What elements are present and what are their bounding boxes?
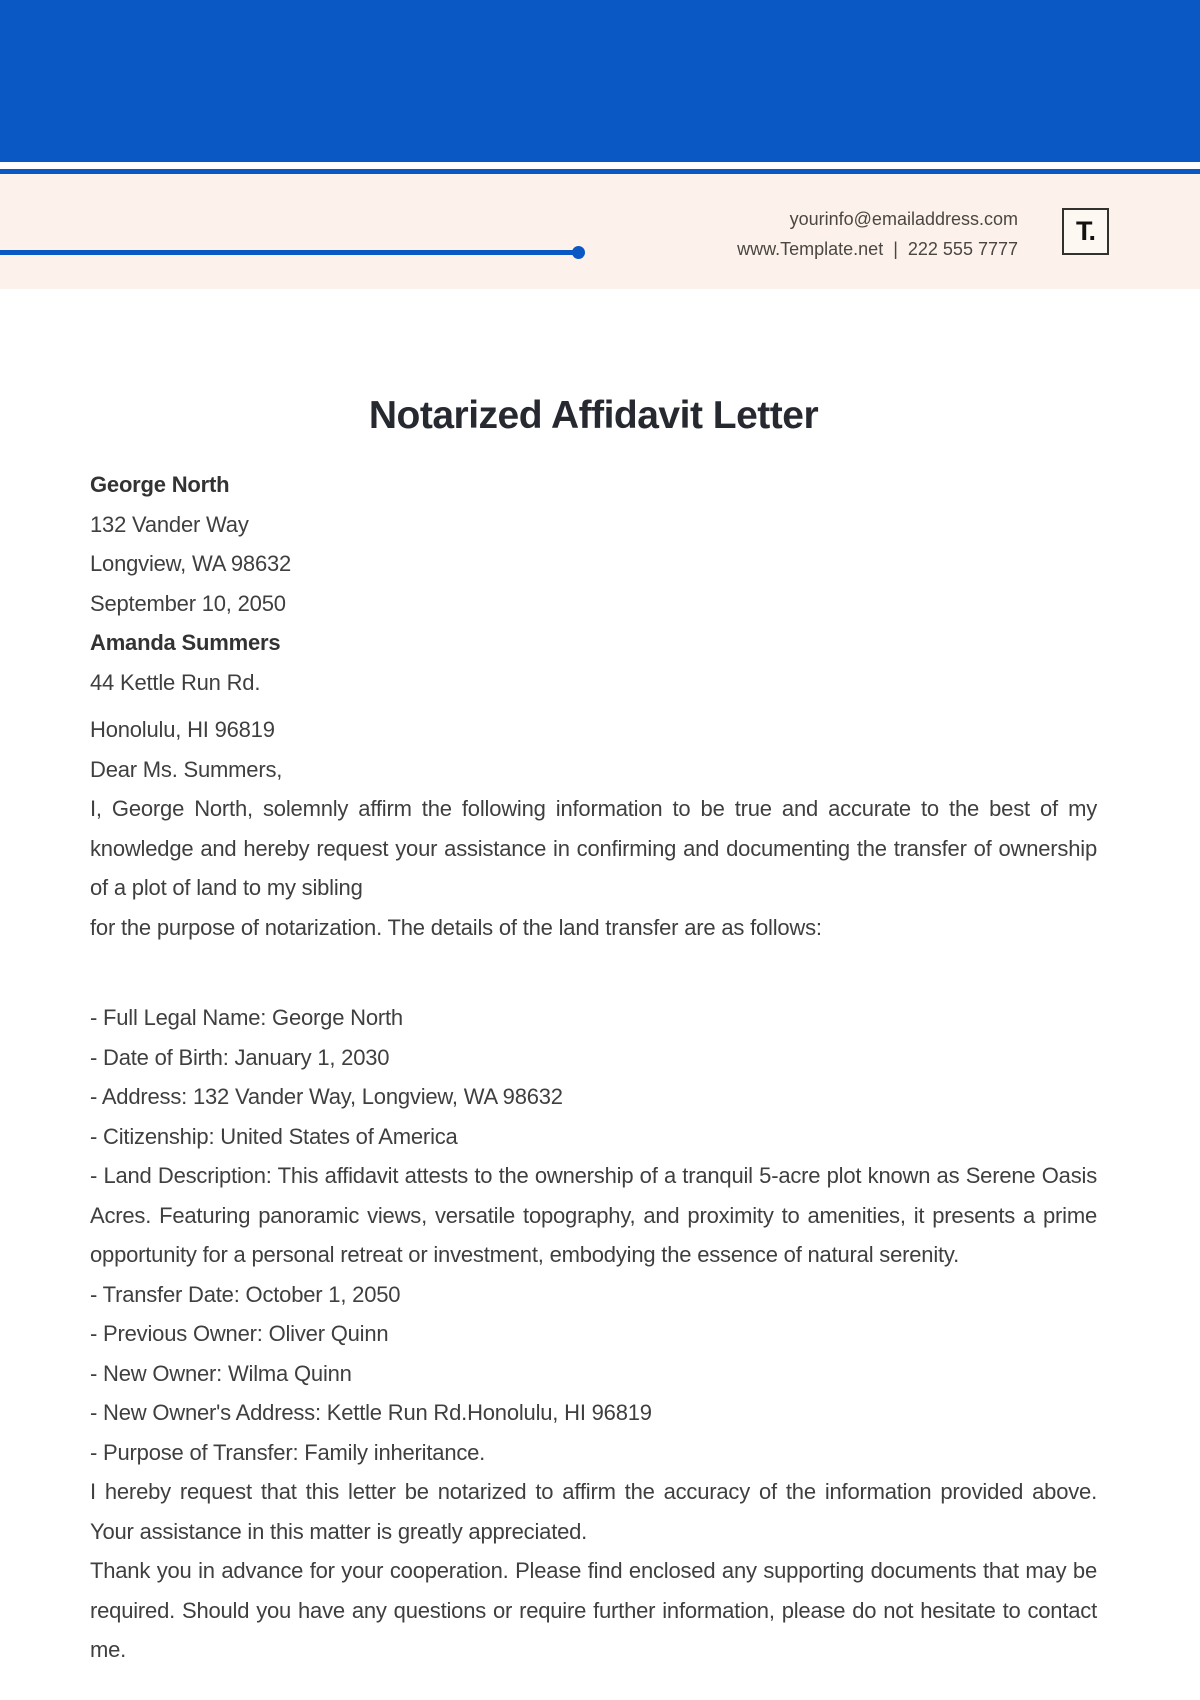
letter-paragraph: - New Owner's Address: Kettle Run Rd.Honolulu, HI 96819 xyxy=(90,1400,652,1425)
contact-block xyxy=(737,204,1018,264)
letter-paragraph: - Citizenship: United States of America xyxy=(90,1123,458,1149)
letter-paragraph: - Purpose of Transfer: Family inheritance. xyxy=(90,1439,486,1465)
letter-paragraph: Amanda Summers xyxy=(90,630,281,655)
letter-paragraph: - Previous Owner: Oliver Quinn xyxy=(90,1321,389,1346)
letter-paragraph: - Transfer Date: October 1, 2050 xyxy=(90,1281,401,1307)
letter-title: Notarized Affidavit Letter xyxy=(368,394,819,437)
letter-paragraph: - Full Legal Name: George North xyxy=(90,1005,403,1030)
header-top-band xyxy=(0,0,1200,162)
letter-paragraph: - Address: 132 Vander Way, Longview, WA 98632 xyxy=(90,1084,563,1109)
letter-paragraph: I hereby request that this letter be notarized to affirm the accuracy of the information provided above. Your assistance in this matter is greatly appreciated. xyxy=(90,1479,1097,1544)
letter-paragraphs xyxy=(90,465,1097,1670)
letter-paragraph: Longview, WA 98632 xyxy=(90,551,292,576)
contact-separator: | xyxy=(893,239,898,259)
contact-website: www.Template.net xyxy=(737,239,884,259)
contact-email: yourinfo@emailaddress.com xyxy=(789,209,1018,229)
letter-paragraph: 44 Kettle Run Rd. xyxy=(90,669,261,695)
letter-paragraph: 132 Vander Way xyxy=(90,511,249,537)
logo-text: T. xyxy=(1075,216,1095,246)
letter-paragraph: Dear Ms. Summers, xyxy=(90,756,283,782)
letter-paragraph: September 10, 2050 xyxy=(90,590,286,616)
accent-line-decoration xyxy=(0,250,578,255)
contact-line-2 xyxy=(737,234,1018,264)
letter-paragraph: I, George North, solemnly affirm the following information to be true and accurate to the best of my knowledge and hereby request your assistance in confirming and documenting the transfer of ownership of a plot of land to my sibling xyxy=(90,796,1097,900)
contact-phone: 222 555 7777 xyxy=(907,239,1018,259)
accent-dot-decoration xyxy=(572,246,585,259)
letter-paragraph: - Land Description: This affidavit attests to the ownership of a tranquil 5-acre plot known as Serene Oasis Acres. Featuring panoramic views, versatile topography, and proximity to amenities, it presents a prime opportunity for a personal retreat or investment, embodying the essence of natural serenity. xyxy=(90,1163,1097,1267)
letter-document xyxy=(90,393,1097,1670)
letter-paragraph: Honolulu, HI 96819 xyxy=(90,717,275,742)
letter-paragraph: - Date of Birth: January 1, 2030 xyxy=(90,1044,390,1070)
letter-paragraph: - New Owner: Wilma Quinn xyxy=(90,1360,352,1386)
header-white-gap xyxy=(0,162,1200,169)
letter-paragraph: for the purpose of notarization. The details of the land transfer are as follows: xyxy=(90,914,822,940)
letter-paragraph: George North xyxy=(90,472,230,497)
letter-paragraph: Thank you in advance for your cooperation. Please find enclosed any supporting documents that may be required. Should you have any questions or require further information, please do not hesitate to contact me. xyxy=(90,1558,1097,1662)
logo-badge xyxy=(1062,208,1109,255)
header-contact-strip xyxy=(0,174,1200,289)
